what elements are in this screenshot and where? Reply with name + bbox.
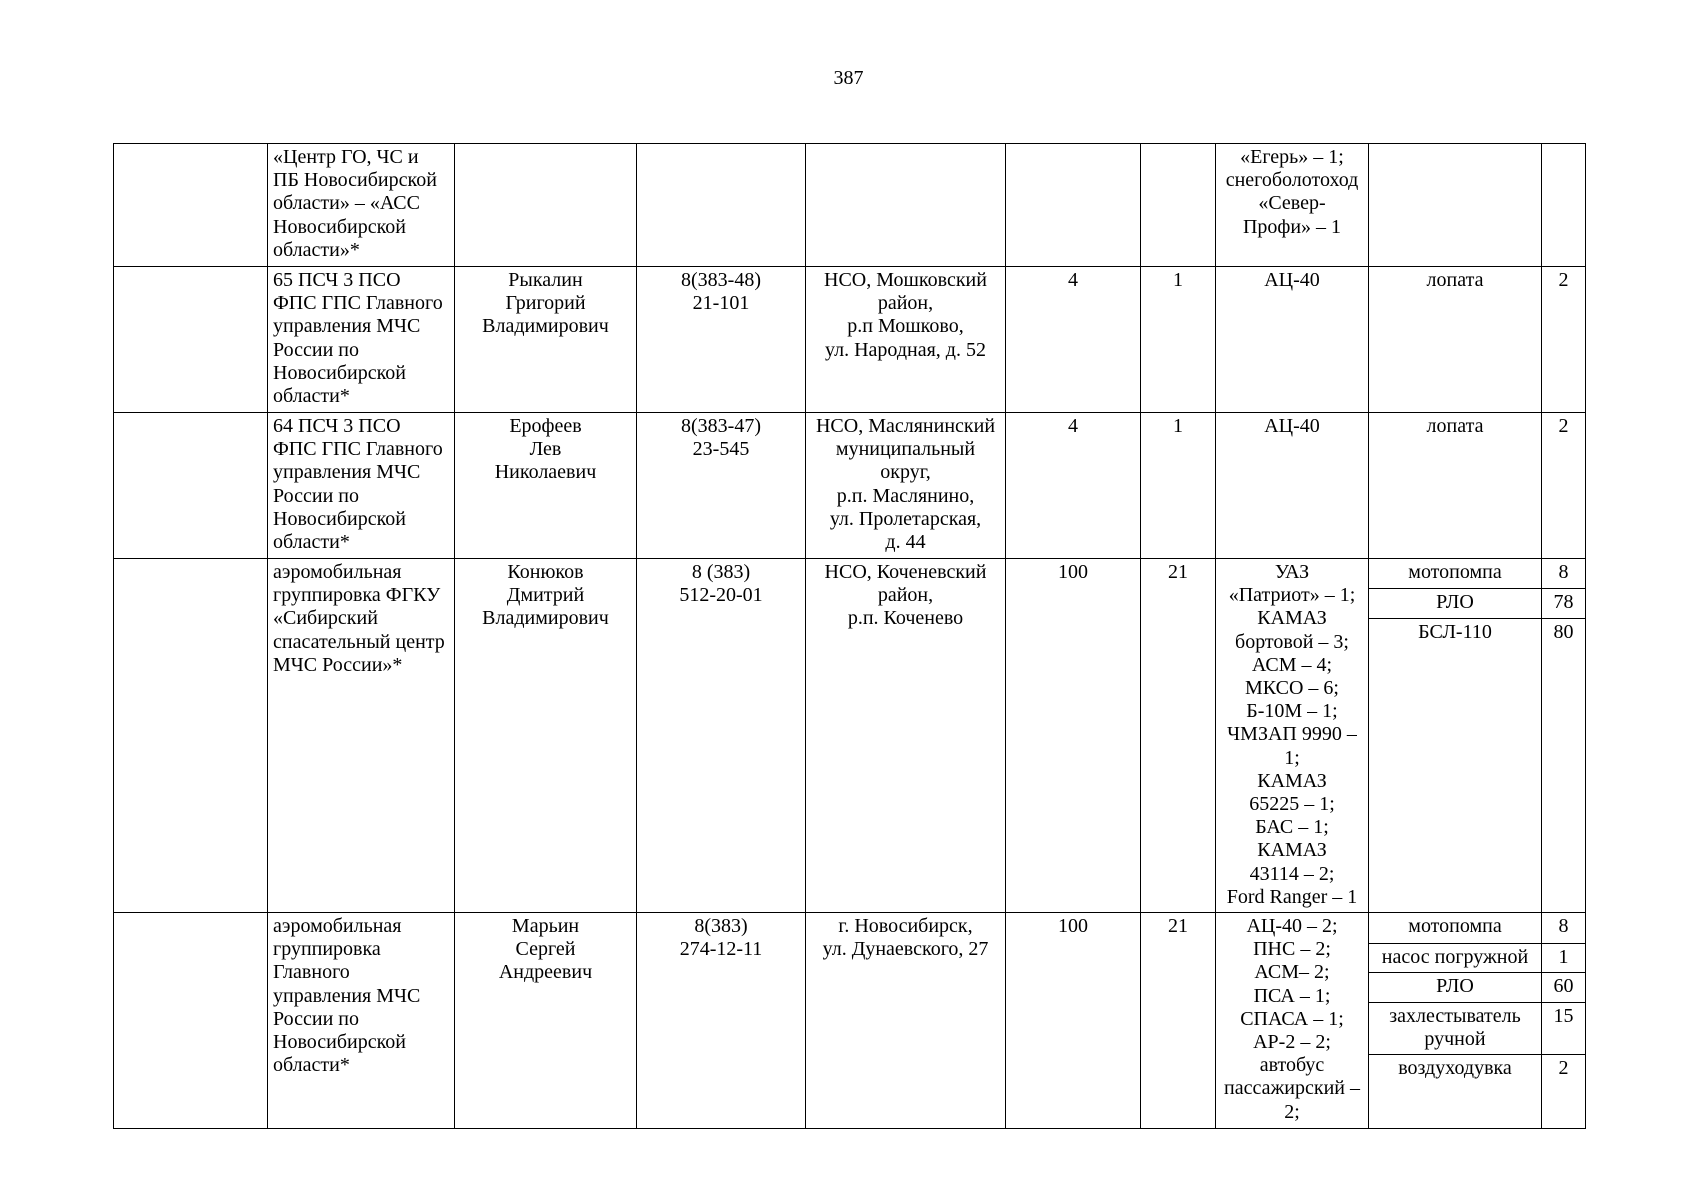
cell-equipment-name: насос погружной — [1369, 944, 1542, 973]
cell-phone: 8(383-48) 21-101 — [637, 267, 806, 413]
cell-vehicles: АЦ-40 — [1216, 413, 1369, 559]
cell-vehicle-count: 1 — [1141, 267, 1216, 413]
cell-equipment-qty: 2 — [1542, 267, 1586, 413]
cell-equipment-qty: 2 — [1542, 413, 1586, 559]
cell-equipment-qty — [1542, 144, 1586, 267]
cell-address: НСО, Мошковский район, р.п Мошково, ул. Народная, д. 52 — [806, 267, 1006, 413]
cell-address: г. Новосибирск, ул. Дунаевского, 27 — [806, 913, 1006, 1129]
cell-personnel-count: 4 — [1006, 267, 1141, 413]
cell-equipment-name: лопата — [1369, 267, 1542, 413]
cell-phone: 8(383-47) 23-545 — [637, 413, 806, 559]
cell-equipment-name — [1369, 144, 1542, 267]
cell-personnel-count: 4 — [1006, 413, 1141, 559]
cell-equipment-name: БСЛ-110 — [1369, 619, 1542, 913]
cell-address: НСО, Коченевский район, р.п. Коченево — [806, 559, 1006, 913]
cell-first-column — [114, 913, 268, 1129]
cell-address: НСО, Маслянинский муниципальный округ, р.п. Маслянино, ул. Пролетарская, д. 44 — [806, 413, 1006, 559]
cell-equipment-qty: 1 — [1542, 944, 1586, 973]
cell-equipment-qty: 15 — [1542, 1003, 1586, 1055]
cell-personnel-count: 100 — [1006, 913, 1141, 1129]
cell-vehicle-count: 1 — [1141, 413, 1216, 559]
cell-vehicle-count: 21 — [1141, 559, 1216, 913]
cell-equipment-name: воздуходувка — [1369, 1055, 1542, 1129]
cell-first-column — [114, 413, 268, 559]
cell-phone: 8 (383) 512-20-01 — [637, 559, 806, 913]
cell-address — [806, 144, 1006, 267]
table-row — [114, 913, 1586, 944]
cell-phone: 8(383) 274-12-11 — [637, 913, 806, 1129]
cell-first-column — [114, 559, 268, 913]
cell-vehicles: АЦ-40 – 2; ПНС – 2; АСМ– 2; ПСА – 1; СПАСА – 1; АР-2 – 2; автобус пассажирский – 2; — [1216, 913, 1369, 1129]
cell-head-name — [455, 144, 637, 267]
cell-head-name: Ерофеев Лев Николаевич — [455, 413, 637, 559]
cell-organization: «Центр ГО, ЧС и ПБ Новосибирской области» – «АСС Новосибирской области»* — [268, 144, 455, 267]
cell-equipment-name: мотопомпа — [1369, 559, 1542, 589]
table-row — [114, 559, 1586, 589]
cell-organization: 64 ПСЧ 3 ПСО ФПС ГПС Главного управления МЧС России по Новосибирской области* — [268, 413, 455, 559]
table-row — [114, 144, 1586, 267]
cell-vehicles: УАЗ «Патриот» – 1; КАМАЗ бортовой – 3; АСМ – 4; МКСО – 6; Б-10М – 1; ЧМЗАП 9990 – 1; КАМАЗ 65225 – 1; БАС – 1; КАМАЗ 43114 – 2; Ford Ranger – 1 — [1216, 559, 1369, 913]
cell-equipment-qty: 80 — [1542, 619, 1586, 913]
cell-equipment-name: мотопомпа — [1369, 913, 1542, 944]
cell-equipment-qty: 78 — [1542, 589, 1586, 619]
cell-head-name: Марьин Сергей Андреевич — [455, 913, 637, 1129]
cell-first-column — [114, 267, 268, 413]
cell-phone — [637, 144, 806, 267]
cell-equipment-qty: 60 — [1542, 973, 1586, 1003]
table-body — [114, 144, 1586, 1129]
cell-equipment-name: РЛО — [1369, 973, 1542, 1003]
cell-equipment-qty: 8 — [1542, 913, 1586, 944]
cell-organization: аэромобильная группировка ФГКУ «Сибирский спасательный центр МЧС России»* — [268, 559, 455, 913]
table-row — [114, 267, 1586, 413]
cell-first-column — [114, 144, 268, 267]
cell-vehicle-count — [1141, 144, 1216, 267]
cell-organization: аэромобильная группировка Главного управления МЧС России по Новосибирской области* — [268, 913, 455, 1129]
cell-equipment-name: РЛО — [1369, 589, 1542, 619]
cell-vehicles: «Егерь» – 1; снегоболотоход «Север- Профи» – 1 — [1216, 144, 1369, 267]
table-row — [114, 413, 1586, 559]
cell-equipment-qty: 8 — [1542, 559, 1586, 589]
cell-head-name: Конюков Дмитрий Владимирович — [455, 559, 637, 913]
cell-personnel-count: 100 — [1006, 559, 1141, 913]
cell-head-name: Рыкалин Григорий Владимирович — [455, 267, 637, 413]
cell-equipment-qty: 2 — [1542, 1055, 1586, 1129]
cell-vehicles: АЦ-40 — [1216, 267, 1369, 413]
cell-equipment-name: захлестыватель ручной — [1369, 1003, 1542, 1055]
data-table — [113, 143, 1586, 1129]
page-number: 387 — [833, 67, 864, 89]
cell-organization: 65 ПСЧ 3 ПСО ФПС ГПС Главного управления МЧС России по Новосибирской области* — [268, 267, 455, 413]
cell-vehicle-count: 21 — [1141, 913, 1216, 1129]
cell-personnel-count — [1006, 144, 1141, 267]
cell-equipment-name: лопата — [1369, 413, 1542, 559]
